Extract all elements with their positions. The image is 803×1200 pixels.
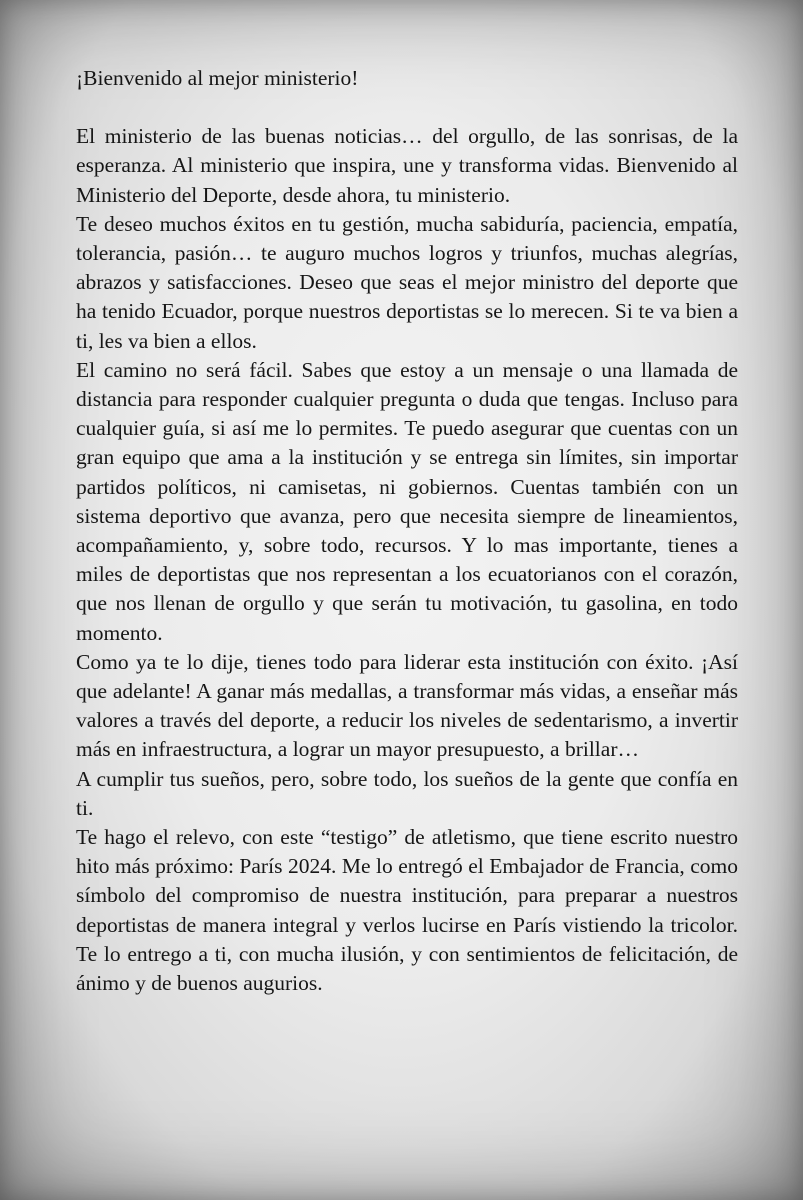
letter-greeting: ¡Bienvenido al mejor ministerio! [76,66,359,90]
paragraph-welcome: El ministerio de las buenas noticias… del orgullo, de las sonrisas, de la esperanza. Al ministerio que inspira, une y transforma vidas. Bienvenido al Ministerio del Deporte, desde ahora, tu ministerio. [76,124,738,207]
paragraph-support: El camino no será fácil. Sabes que estoy a un mensaje o una llamada de distancia para responder cualquier pregunta o duda que tengas. Incluso para cualquier guía, si así me lo permites. Te puedo asegurar que cuentas con un gran equipo que ama a la institución y se entrega sin límites, sin importar partidos políticos, ni camisetas, ni gobiernos. Cuentas también con un sistema deportivo que avanza, pero que necesita siempre de lineamientos, acompañamiento, y, sobre todo, recursos. Y lo mas importante, tienes a miles de deportistas que nos representan a los ecuatorianos con el corazón, que nos llenan de orgullo y que serán tu motivación, tu gasolina, en todo momento. [76,357,738,645]
paragraph-handover: Te hago el relevo, con este “testigo” de atletismo, que tiene escrito nuestro hito más próximo: París 2024. Me lo entregó el Embajador de Francia, como símbolo del compromiso de nuestra institución, para preparar a nuestros deportistas de manera integral y verlos lucirse en París vistiendo la tricolor. Te lo entrego a ti, con mucha ilusión, y con sentimientos de felicitación, de ánimo y de buenos augurios. [76,825,738,996]
letter-body [76,64,738,998]
paragraph-encouragement: Como ya te lo dije, tienes todo para liderar esta institución con éxito. ¡Así que adelante! A ganar más medallas, a transformar más vidas, a enseñar más valores a través del deporte, a reducir los niveles de sedentarismo, a invertir más en infraestructura, a lograr un mayor presupuesto, a brillar… [76,649,738,762]
paragraph-dreams: A cumplir tus sueños, pero, sobre todo, los sueños de la gente que confía en ti. [76,766,738,820]
paragraph-wishes: Te deseo muchos éxitos en tu gestión, mucha sabiduría, paciencia, empatía, tolerancia, pasión… te auguro muchos logros y triunfos, muchas alegrías, abrazos y satisfacciones. Deseo que seas el mejor ministro del deporte que ha tenido Ecuador, porque nuestros deportistas se lo merecen. Si te va bien a ti, les va bien a ellos. [76,211,738,353]
